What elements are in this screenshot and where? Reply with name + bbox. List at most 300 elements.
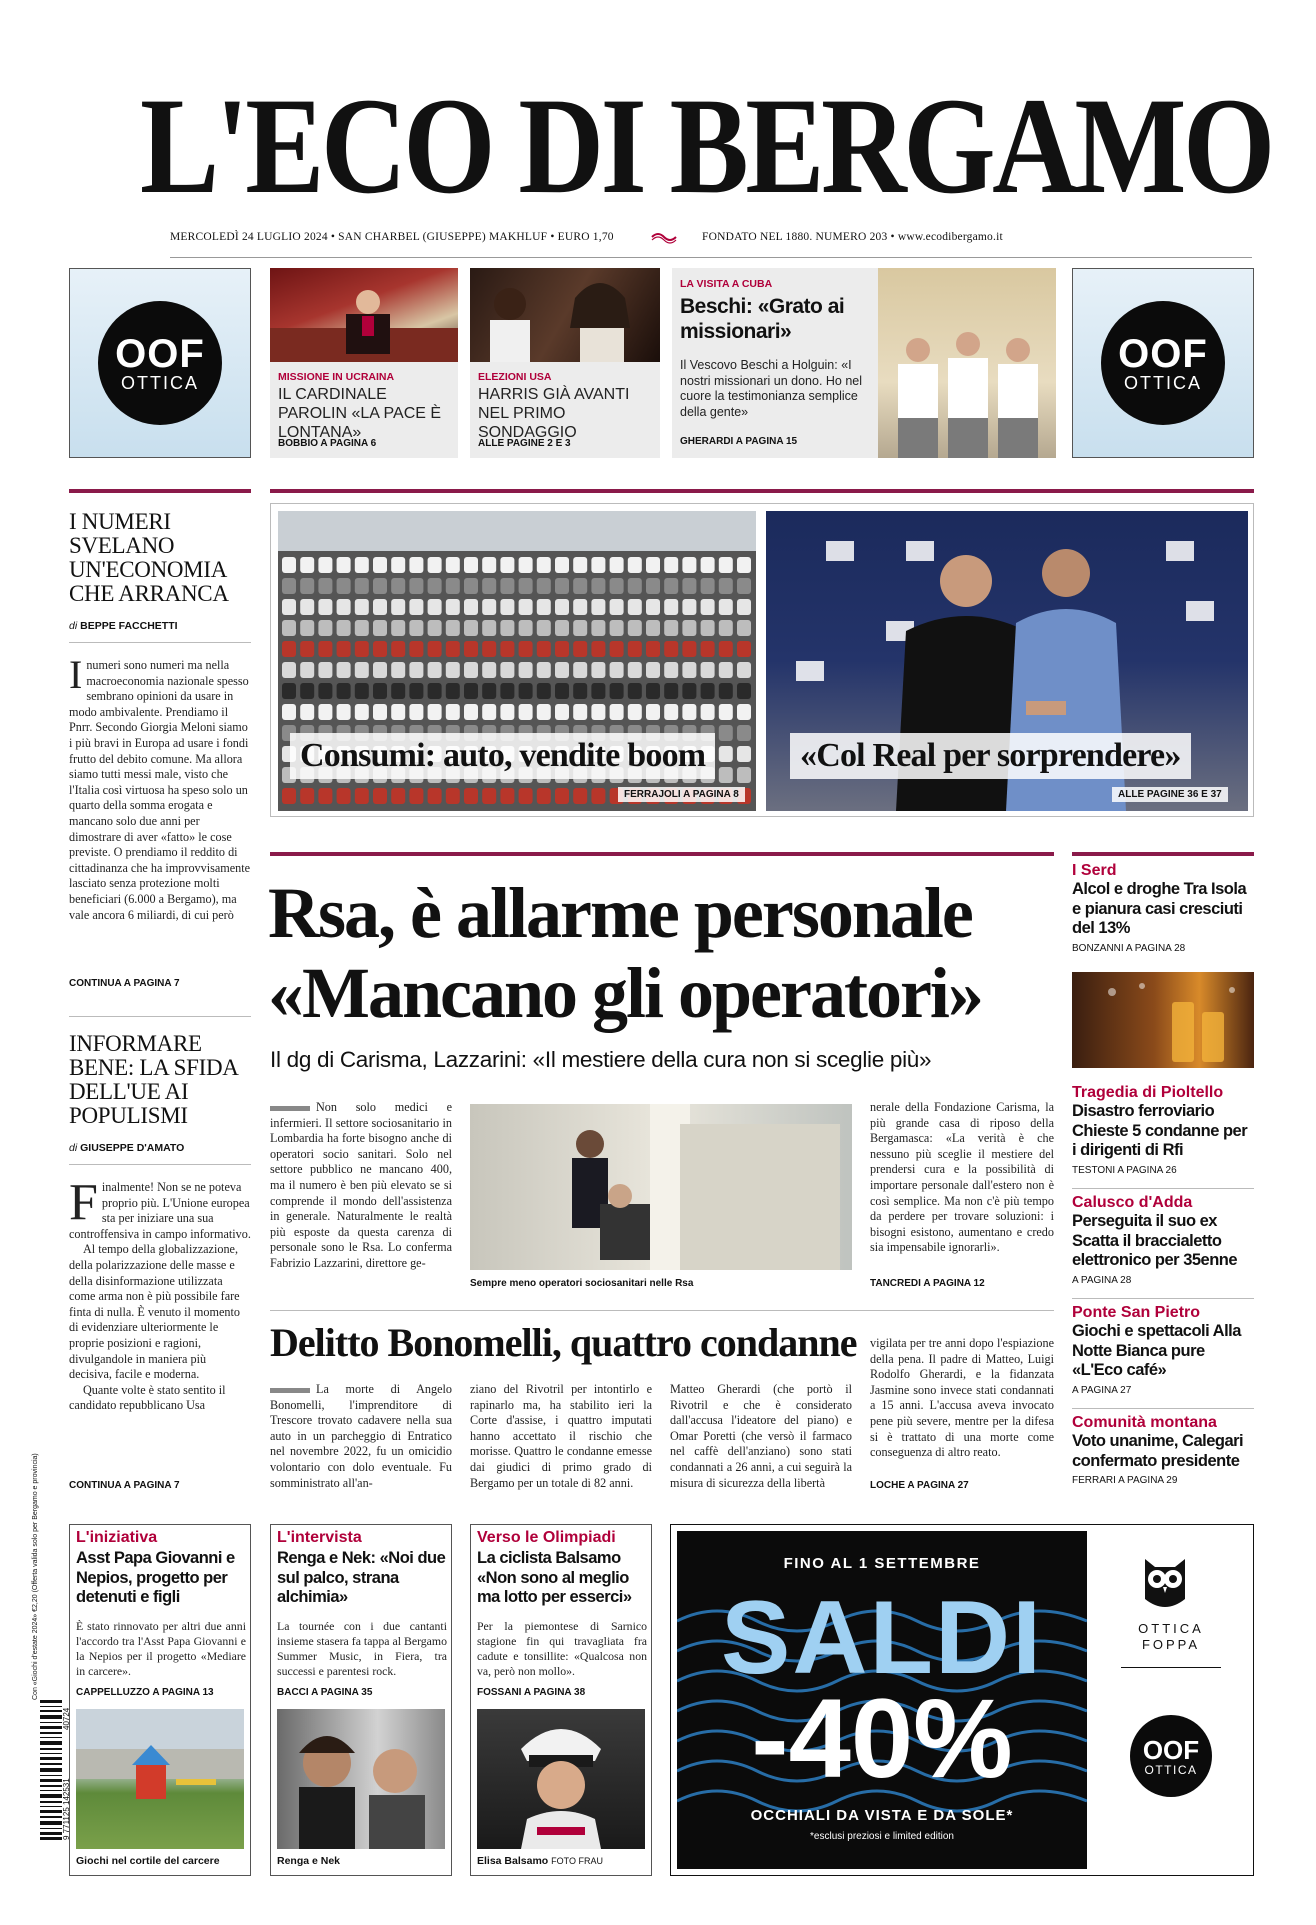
car-shape bbox=[482, 599, 496, 615]
car-shape bbox=[428, 557, 442, 573]
car-shape bbox=[409, 788, 423, 804]
photo-cars-caption: Consumi: auto, vendite boom bbox=[290, 733, 715, 779]
car-shape bbox=[409, 557, 423, 573]
right-item-serd-credit-name: BONZANNI bbox=[1072, 942, 1124, 954]
car-shape bbox=[519, 599, 533, 615]
photo-cars[interactable] bbox=[278, 511, 756, 811]
right-item-ponte-title: Giochi e spettacoli Alla Notte Bianca pure «L'Eco café» bbox=[1072, 1322, 1241, 1379]
car-shape bbox=[591, 641, 605, 657]
main-col3: nerale della Fondazione Carisma, la più grande casa di riposo della Bergamasca: «La verità è che nessuno più sceglie il mestiere del prendersi cura e la possibilità di importare personale dall'estero non è così semplice. Ma non c'è più tempo da perdere per trovare soluzioni: i bisogni esistono, aumentano e credo sia impensabile ignorarli». bbox=[870, 1100, 1054, 1255]
car-shape bbox=[373, 599, 387, 615]
car-shape bbox=[537, 599, 551, 615]
oof-logo-right bbox=[1101, 301, 1225, 425]
car-shape bbox=[537, 578, 551, 594]
car-shape bbox=[555, 788, 569, 804]
car-shape bbox=[664, 683, 678, 699]
car-shape bbox=[519, 557, 533, 573]
right-divider-1 bbox=[1072, 1188, 1254, 1189]
car-shape bbox=[573, 683, 587, 699]
bottom-box-iniziativa-credit bbox=[76, 1687, 214, 1698]
teaser-cuba-credit-name: GHERARDI bbox=[680, 436, 734, 447]
car-shape bbox=[464, 662, 478, 678]
ad-saldi-note: *esclusi preziosi e limited edition bbox=[810, 1831, 954, 1842]
car-shape bbox=[373, 662, 387, 678]
bottom-box-olimpiadi-title: La ciclista Balsamo «Non sono al meglio ma lotto per esserci» bbox=[477, 1549, 632, 1606]
ad-oof-left[interactable] bbox=[69, 268, 251, 458]
car-shape bbox=[664, 578, 678, 594]
bottom-box-intervista-text: La tournée con i due cantanti insieme stasera fa tappa al Bergamo Summer Music, in Fiera, tra successi e parentesi rock. bbox=[277, 1619, 447, 1678]
car-shape bbox=[446, 578, 460, 594]
teaser-cuba-kicker: LA VISITA A CUBA bbox=[680, 278, 773, 290]
car-shape bbox=[682, 578, 696, 594]
teaser-parolin-photo bbox=[270, 268, 458, 362]
car-shape bbox=[355, 683, 369, 699]
editorial1-body: numeri sono numeri ma nella macroeconomia nazionale spesso sembrano opinioni da usare in modo ambivalente. Prendiamo il Pnrr. Secondo Giorgia Meloni siamo i più bravi in Europa ad usare i fondi frutto del debito comune. Ma allora siamo tutti messi male, visto che l'Italia così virtuosa ha speso solo un quarto della somma erogata e mancano solo due anni per dimostrare di aver «fatto» le cose previste. O prendiamo il reddito di cittadinanza che ha improvvisamente lasciato senza protezione molti beneficiari (6.000 a Bergamo), ma vale ancora 6 miliardi, di cui però bbox=[69, 658, 251, 922]
car-shape bbox=[701, 620, 715, 636]
car-shape bbox=[719, 620, 733, 636]
car-shape bbox=[355, 704, 369, 720]
car-shape bbox=[719, 746, 733, 762]
car-shape bbox=[519, 788, 533, 804]
right-item-ponte-credit bbox=[1072, 1385, 1254, 1396]
car-shape bbox=[409, 641, 423, 657]
ad-brand-1: OTTICA bbox=[1138, 1621, 1204, 1636]
car-shape bbox=[628, 683, 642, 699]
bottom-box-iniziativa-photo bbox=[76, 1709, 244, 1849]
car-shape bbox=[646, 599, 660, 615]
editorial1-title[interactable]: I NUMERI SVELANO UN'ECONOMIA CHE ARRANCA bbox=[69, 509, 229, 606]
car-shape bbox=[519, 662, 533, 678]
car-shape bbox=[537, 683, 551, 699]
photo-atalanta-caption: «Col Real per sorprendere» bbox=[790, 733, 1191, 779]
teaser-parolin[interactable] bbox=[270, 268, 458, 458]
car-shape bbox=[391, 620, 405, 636]
editorial2-continue[interactable]: CONTINUA A PAGINA 7 bbox=[69, 1480, 180, 1491]
car-shape bbox=[464, 620, 478, 636]
main-headline-2[interactable]: «Mancano gli operatori» bbox=[268, 953, 982, 1033]
bottom-box-olimpiadi-photo bbox=[477, 1709, 645, 1849]
car-shape bbox=[682, 704, 696, 720]
right-item-serd-kicker: I Serd bbox=[1072, 862, 1117, 879]
car-shape bbox=[701, 641, 715, 657]
car-shape bbox=[337, 620, 351, 636]
car-shape bbox=[300, 704, 314, 720]
editorial2-body-first: inalmente! Non se ne poteva proprio più. L'Unione europea sta per iniziare una sua controffensiva in campo informativo. bbox=[69, 1180, 251, 1241]
right-item-ponte-kicker: Ponte San Pietro bbox=[1072, 1304, 1201, 1321]
car-shape bbox=[537, 641, 551, 657]
barcode bbox=[40, 1700, 71, 1870]
right-item-comunita-kicker: Comunità montana bbox=[1072, 1414, 1217, 1431]
teaser-parolin-title: IL CARDINALE PAROLIN «LA PACE È LONTANA» bbox=[278, 386, 442, 441]
teaser-cuba-credit bbox=[680, 436, 797, 447]
car-shape bbox=[318, 641, 332, 657]
teaser-harris-kicker: ELEZIONI USA bbox=[478, 371, 552, 383]
second-col1-text: La morte di Angelo Bonomelli, l'imprenditore di Trescore trovato cadavere nella sua auto in un parcheggio di Entratico nel novembre 2022, fu un omicidio volontario con dolo eventuale. Fu somministrato all'an- bbox=[270, 1382, 452, 1490]
car-shape bbox=[664, 641, 678, 657]
oof-logo-text: OOF bbox=[115, 332, 205, 376]
car-shape bbox=[628, 641, 642, 657]
car-shape bbox=[737, 620, 751, 636]
car-shape bbox=[719, 578, 733, 594]
car-shape bbox=[282, 641, 296, 657]
car-shape bbox=[300, 788, 314, 804]
car-shape bbox=[482, 578, 496, 594]
car-shape bbox=[737, 725, 751, 741]
editorial2-byline bbox=[69, 1142, 184, 1154]
photo-atalanta-credit-page: ALLE PAGINE 36 E 37 bbox=[1118, 789, 1222, 800]
car-shape bbox=[719, 557, 733, 573]
car-shape bbox=[409, 683, 423, 699]
car-shape bbox=[464, 578, 478, 594]
main-credit-page: A PAGINA 12 bbox=[923, 1278, 985, 1289]
main-col1-bar bbox=[270, 1106, 310, 1111]
car-shape bbox=[428, 578, 442, 594]
second-col2: ziano del Rivotril per intontirlo e rapinarlo ma, ha stabilito ieri la Corte d'assise, i quattro imputati hanno accettato il rischio che morisse. Quattro le condanne emesse dai giudici di primo grado di Bergamo per un totale di 82 anni. bbox=[470, 1382, 652, 1490]
oof-logo bbox=[98, 301, 222, 425]
car-shape bbox=[446, 704, 460, 720]
teaser-harris-photo bbox=[470, 268, 660, 362]
car-shape bbox=[664, 620, 678, 636]
car-shape bbox=[646, 620, 660, 636]
right-item-comunita-title: Voto unanime, Calegari confermato presidente bbox=[1072, 1432, 1244, 1470]
car-shape bbox=[500, 620, 514, 636]
car-shape bbox=[719, 767, 733, 783]
editorial1-divider bbox=[69, 642, 251, 643]
car-shape bbox=[737, 683, 751, 699]
owl-icon bbox=[1137, 1553, 1193, 1613]
teaser-harris-title: HARRIS GIÀ AVANTI NEL PRIMO SONDAGGIO bbox=[478, 386, 630, 441]
oof-logo-right-text: OOF bbox=[1118, 332, 1208, 376]
car-shape bbox=[519, 578, 533, 594]
car-shape bbox=[519, 704, 533, 720]
main-col1 bbox=[270, 1100, 452, 1272]
right-item-serd-title: Alcol e droghe Tra Isola e pianura casi cresciuti del 13% bbox=[1072, 880, 1247, 937]
car-shape bbox=[282, 599, 296, 615]
right-item-comunita[interactable] bbox=[1072, 1414, 1254, 1486]
ad-oof-right[interactable] bbox=[1072, 268, 1254, 458]
car-shape bbox=[500, 641, 514, 657]
car-shape bbox=[282, 683, 296, 699]
car-shape bbox=[355, 557, 369, 573]
car-shape bbox=[737, 662, 751, 678]
photo-atalanta-credit bbox=[1112, 787, 1228, 802]
editorial2-byline-prefix: di bbox=[69, 1142, 78, 1154]
teaser-cuba-photo bbox=[878, 268, 1056, 458]
right-col-rule bbox=[1072, 852, 1254, 856]
car-shape bbox=[719, 662, 733, 678]
ad-saldi-top: FINO AL 1 SETTEMBRE bbox=[783, 1555, 981, 1572]
right-photo-drinks bbox=[1072, 972, 1254, 1068]
car-shape bbox=[391, 599, 405, 615]
car-shape bbox=[428, 704, 442, 720]
car-shape bbox=[300, 641, 314, 657]
masthead-title[interactable]: L'ECO DI BERGAMO bbox=[140, 69, 1272, 222]
car-shape bbox=[719, 641, 733, 657]
car-shape bbox=[355, 578, 369, 594]
editorial1-continue[interactable]: CONTINUA A PAGINA 7 bbox=[69, 978, 180, 989]
editorial2-text bbox=[69, 1174, 251, 1414]
editorial1-initial: I bbox=[69, 652, 83, 697]
car-shape bbox=[318, 704, 332, 720]
car-shape bbox=[355, 620, 369, 636]
car-shape bbox=[737, 641, 751, 657]
right-item-calusco-credit-page: A PAGINA 28 bbox=[1072, 1274, 1132, 1286]
car-shape bbox=[646, 641, 660, 657]
masthead-right-info: FONDATO NEL 1880. NUMERO 203 • www.ecodibergamo.it bbox=[702, 231, 1003, 243]
bottom-box-intervista-credit-page: A PAGINA 35 bbox=[311, 1687, 373, 1698]
car-shape bbox=[318, 620, 332, 636]
car-shape bbox=[628, 578, 642, 594]
car-shape bbox=[591, 683, 605, 699]
photo-atalanta[interactable] bbox=[766, 511, 1248, 811]
main-photo[interactable] bbox=[470, 1104, 852, 1270]
right-item-calusco[interactable] bbox=[1072, 1194, 1254, 1286]
car-shape bbox=[537, 662, 551, 678]
masthead-left-info: MERCOLEDÌ 24 LUGLIO 2024 • SAN CHARBEL (GIUSEPPE) MAKHLUF • EURO 1,70 bbox=[170, 231, 614, 243]
car-shape bbox=[737, 767, 751, 783]
car-shape bbox=[318, 683, 332, 699]
car-shape bbox=[519, 683, 533, 699]
right-item-comunita-credit bbox=[1072, 1475, 1254, 1486]
second-headline[interactable]: Delitto Bonomelli, quattro condanne bbox=[270, 1320, 857, 1365]
second-credit bbox=[870, 1480, 969, 1491]
ad-brand-divider bbox=[1121, 1667, 1221, 1668]
car-shape bbox=[391, 704, 405, 720]
car-shape bbox=[373, 620, 387, 636]
car-shape bbox=[610, 641, 624, 657]
editorial2-body-third: Quante volte è stato sentito il candidato repubblicano Usa bbox=[69, 1382, 226, 1413]
bottom-box-iniziativa-caption: Giochi nel cortile del carcere bbox=[76, 1855, 220, 1867]
teaser-harris-credit bbox=[478, 438, 571, 449]
car-shape bbox=[318, 788, 332, 804]
car-shape bbox=[719, 704, 733, 720]
masthead-rule bbox=[170, 257, 1252, 258]
main-subhead: Il dg di Carisma, Lazzarini: «Il mestiere della cura non si sceglie più» bbox=[270, 1047, 932, 1072]
ad-saldi-panel bbox=[677, 1531, 1087, 1869]
car-shape bbox=[482, 662, 496, 678]
car-shape bbox=[555, 599, 569, 615]
right-item-pioltello-kicker: Tragedia di Pioltello bbox=[1072, 1084, 1224, 1101]
car-shape bbox=[355, 788, 369, 804]
ad-saldi-bottom: OCCHIALI DA VISTA E DA SOLE* bbox=[750, 1807, 1014, 1824]
car-shape bbox=[282, 557, 296, 573]
car-shape bbox=[337, 662, 351, 678]
bottom-box-olimpiadi-text: Per la piemontese di Sarnico stagione fin qui travagliata fra cadute e tonsillite: «Qualcosa non va, però non mollo». bbox=[477, 1619, 647, 1678]
car-shape bbox=[482, 641, 496, 657]
car-shape bbox=[355, 641, 369, 657]
car-shape bbox=[646, 578, 660, 594]
second-credit-name: LOCHE bbox=[870, 1480, 905, 1491]
car-shape bbox=[337, 578, 351, 594]
bottom-box-olimpiadi-kicker: Verso le Olimpiadi bbox=[477, 1529, 616, 1546]
car-shape bbox=[664, 662, 678, 678]
car-shape bbox=[519, 641, 533, 657]
car-shape bbox=[391, 683, 405, 699]
car-shape bbox=[446, 620, 460, 636]
car-shape bbox=[355, 662, 369, 678]
car-shape bbox=[737, 599, 751, 615]
car-shape bbox=[682, 662, 696, 678]
car-shape bbox=[446, 683, 460, 699]
car-shape bbox=[391, 557, 405, 573]
bottom-box-intervista-credit bbox=[277, 1687, 372, 1698]
car-shape bbox=[682, 683, 696, 699]
right-item-calusco-credit bbox=[1072, 1275, 1254, 1286]
right-item-calusco-title: Perseguita il suo ex Scatta il braccialetto elettronico per 35enne bbox=[1072, 1212, 1238, 1269]
bottom-box-olimpiadi-caption-photo: FOTO FRAU bbox=[551, 1856, 603, 1866]
car-shape bbox=[373, 788, 387, 804]
editorial2-body-second: Al tempo della globalizzazione, della polarizzazione delle masse e della disinformazione utilizzata come arma non è più possibile fare finta di nulla. È venuto il momento di evidenziare ulteriormente le proprie posizioni e ragioni, divulgandole in maniera più decisiva, facile e moderna. bbox=[69, 1242, 240, 1382]
teaser-cuba[interactable] bbox=[672, 268, 1056, 458]
photos-rule bbox=[270, 489, 1254, 493]
second-credit-page: A PAGINA 27 bbox=[907, 1480, 969, 1491]
car-shape bbox=[391, 641, 405, 657]
car-shape bbox=[573, 641, 587, 657]
car-shape bbox=[409, 599, 423, 615]
car-shape bbox=[610, 620, 624, 636]
right-item-serd[interactable] bbox=[1072, 862, 1254, 954]
car-shape bbox=[318, 557, 332, 573]
car-shape bbox=[664, 599, 678, 615]
bottom-box-olimpiadi-credit-page: A PAGINA 38 bbox=[523, 1687, 586, 1698]
car-shape bbox=[628, 599, 642, 615]
car-shape bbox=[591, 557, 605, 573]
car-shape bbox=[537, 620, 551, 636]
car-shape bbox=[591, 620, 605, 636]
ad-saldi-big: SALDI bbox=[721, 1580, 1043, 1696]
car-shape bbox=[337, 788, 351, 804]
editorial1-byline-name: BEPPE FACCHETTI bbox=[80, 620, 178, 632]
car-shape bbox=[591, 662, 605, 678]
right-item-pioltello-credit bbox=[1072, 1165, 1254, 1176]
car-shape bbox=[318, 662, 332, 678]
bottom-box-iniziativa-credit-page: A PAGINA 13 bbox=[152, 1687, 214, 1698]
bottom-box-intervista-title: Renga e Nek: «Noi due sul palco, strana alchimia» bbox=[277, 1549, 446, 1606]
ad-saldi[interactable] bbox=[670, 1524, 1254, 1876]
car-shape bbox=[537, 557, 551, 573]
car-shape bbox=[701, 578, 715, 594]
car-shape bbox=[318, 578, 332, 594]
right-item-pioltello[interactable] bbox=[1072, 1084, 1254, 1176]
car-shape bbox=[464, 599, 478, 615]
editorial2-byline-name: GIUSEPPE D'AMATO bbox=[80, 1142, 185, 1154]
ad-oof-logo bbox=[1130, 1715, 1212, 1797]
teaser-harris[interactable] bbox=[470, 268, 660, 458]
car-shape bbox=[628, 662, 642, 678]
car-shape bbox=[482, 557, 496, 573]
car-shape bbox=[737, 557, 751, 573]
editorial2-divider bbox=[69, 1164, 251, 1165]
car-shape bbox=[537, 704, 551, 720]
teaser-parolin-credit bbox=[278, 438, 376, 449]
photo-cars-credit-page: A PAGINA 8 bbox=[683, 789, 739, 800]
car-shape bbox=[646, 662, 660, 678]
car-shape bbox=[500, 578, 514, 594]
car-shape bbox=[646, 683, 660, 699]
car-shape bbox=[646, 557, 660, 573]
editorial1-text bbox=[69, 652, 251, 923]
bottom-box-olimpiadi-credit-name: FOSSANI bbox=[477, 1687, 522, 1698]
car-shape bbox=[300, 683, 314, 699]
right-item-pioltello-credit-page: A PAGINA 26 bbox=[1117, 1164, 1177, 1176]
photo-cars-credit bbox=[618, 787, 745, 802]
right-item-serd-credit-page: A PAGINA 28 bbox=[1125, 942, 1186, 954]
car-shape bbox=[500, 599, 514, 615]
car-shape bbox=[337, 683, 351, 699]
car-shape bbox=[737, 704, 751, 720]
car-shape bbox=[373, 683, 387, 699]
car-shape bbox=[573, 578, 587, 594]
bottom-box-olimpiadi-caption bbox=[477, 1855, 603, 1867]
car-shape bbox=[409, 662, 423, 678]
car-shape bbox=[391, 788, 405, 804]
bottom-box-iniziativa-kicker: L'iniziativa bbox=[76, 1529, 158, 1546]
car-shape bbox=[464, 557, 478, 573]
main-rule bbox=[270, 852, 1054, 856]
car-shape bbox=[591, 578, 605, 594]
car-shape bbox=[573, 557, 587, 573]
car-shape bbox=[646, 704, 660, 720]
right-item-serd-credit bbox=[1072, 943, 1254, 954]
car-shape bbox=[610, 683, 624, 699]
editorial2-title[interactable]: INFORMARE BENE: LA SFIDA DELL'UE AI POPULISMI bbox=[69, 1031, 238, 1128]
right-item-comunita-credit-page: A PAGINA 29 bbox=[1118, 1475, 1178, 1486]
car-shape bbox=[373, 704, 387, 720]
bottom-box-olimpiadi[interactable] bbox=[470, 1524, 652, 1876]
car-shape bbox=[428, 641, 442, 657]
second-divider bbox=[270, 1310, 1054, 1311]
barcode-digits: 9 771125 142531 bbox=[62, 1778, 71, 1840]
bottom-box-iniziativa[interactable] bbox=[69, 1524, 251, 1876]
car-shape bbox=[573, 704, 587, 720]
oof-logo-right-subtext: OTTICA bbox=[1124, 373, 1202, 393]
car-shape bbox=[428, 683, 442, 699]
car-shape bbox=[701, 704, 715, 720]
car-shape bbox=[464, 788, 478, 804]
car-shape bbox=[500, 683, 514, 699]
bottom-box-intervista-kicker: L'intervista bbox=[277, 1529, 362, 1546]
car-shape bbox=[409, 578, 423, 594]
barcode-side-text bbox=[30, 1453, 44, 1700]
bottom-box-intervista[interactable] bbox=[270, 1524, 452, 1876]
car-shape bbox=[282, 788, 296, 804]
car-shape bbox=[664, 704, 678, 720]
car-shape bbox=[446, 662, 460, 678]
bottom-box-olimpiadi-caption-name: Elisa Balsamo bbox=[477, 1855, 549, 1867]
car-shape bbox=[610, 599, 624, 615]
car-shape bbox=[428, 662, 442, 678]
car-shape bbox=[446, 788, 460, 804]
right-item-ponte[interactable] bbox=[1072, 1304, 1254, 1396]
teaser-cuba-title: Beschi: «Grato ai missionari» bbox=[680, 295, 845, 343]
car-shape bbox=[428, 599, 442, 615]
car-shape bbox=[500, 662, 514, 678]
car-shape bbox=[464, 683, 478, 699]
car-shape bbox=[500, 557, 514, 573]
ad-oof-logo-text: OOF bbox=[1142, 1735, 1200, 1765]
car-shape bbox=[555, 704, 569, 720]
teaser-cuba-text: Il Vescovo Beschi a Holguin: «I nostri missionari un dono. Ho nel cuore la testimonianza semplice della gente» bbox=[680, 358, 863, 419]
main-headline-1[interactable]: Rsa, è allarme personale bbox=[268, 873, 972, 953]
car-shape bbox=[610, 578, 624, 594]
car-shape bbox=[373, 641, 387, 657]
oof-logo-subtext: OTTICA bbox=[121, 373, 199, 393]
editorial2-initial: F bbox=[69, 1174, 98, 1231]
car-shape bbox=[482, 620, 496, 636]
car-shape bbox=[573, 599, 587, 615]
barcode-side-text-label: Con «Giochi d'estate 2024» €2,20 (Offerta valida solo per Bergamo e provincia) bbox=[32, 1453, 39, 1700]
bottom-box-intervista-photo bbox=[277, 1709, 445, 1849]
